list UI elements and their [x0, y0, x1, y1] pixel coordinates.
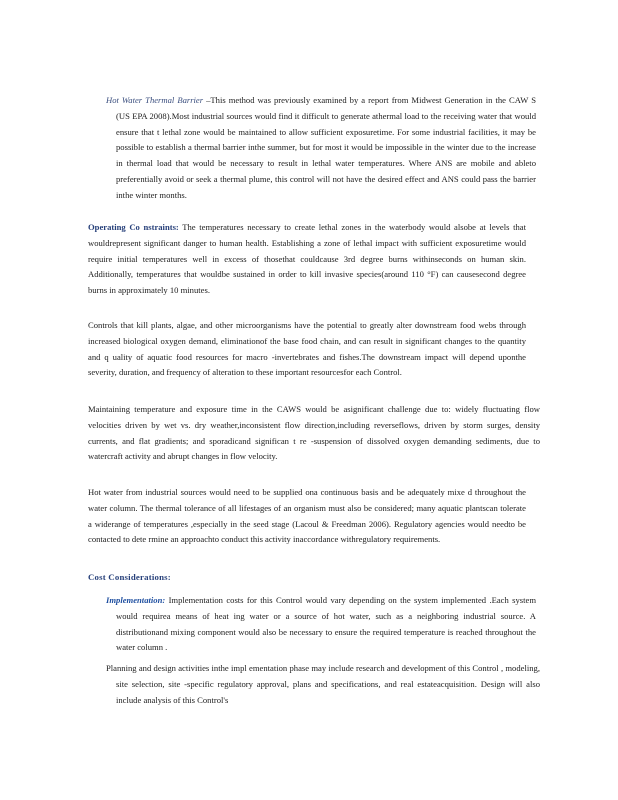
- hot-water-barrier-lead: Hot Water Thermal Barrier: [106, 95, 204, 105]
- operating-constraints-paragraph: [88, 220, 526, 312]
- operating-constraints-lead: Operating Co nstraints:: [88, 222, 179, 232]
- operating-constraints-text: The temperatures necessary to create lethal zones in the waterbody would alsobe at levels that wouldrepresent significant danger to human health. Establishing a zone of lethal impact with sufficient exposuretime would require initial temperatures well in excess of thosethat couldcause 3rd degree burns withinseconds on human skin. Additionally, temperatures that wouldbe sustained in order to kill invasive species(around 110 °F) can causesecond degree burns in approximately 10 minutes.: [88, 222, 526, 296]
- controls-paragraph: Controls that kill plants, algae, and other microorganisms have the potential to greatly alter downstream food webs through increased biological oxygen demand, eliminationof the base food chain, and can result in significant changes to the quantity and q uality of aquatic food resources for macro -invertebrates and fishes.The downstream impact will depend uponthe severity, duration, and frequency of alteration to these important resourcesfor each Control.: [88, 320, 526, 378]
- implementation-text: Implementation costs for this Control would vary depending on the system implemented .Each system would requirea means of heat ing water or a source of hot water, such as a neighboring industrial source. A distributionand mixing component would also be necessary to ensure the required temperature is reached throughout the water column .: [116, 595, 536, 653]
- hot-water-barrier-text: –This method was previously examined by a report from Midwest Generation in the CAW S (US EPA 2008).Most industrial sources would find it difficult to generate athermal load to the receiving water that would ensure that t lethal zone would be maintained to allow sufficient exposuretime. For some industrial facilities, it may be possible to establish a thermal barrier inthe summer, but for most it would be impossible in the winter due to the increase in thermal load that would be necessary to result in lethal water temperatures. Where ANS are mobile and ableto preferentially avoid or seek a thermal plume, this control will not have the desired effect and ANS could pass the barrier inthe winter months.: [116, 95, 536, 200]
- implementation-lead: Implementation:: [106, 595, 166, 605]
- maintaining-paragraph: Maintaining temperature and exposure time in the CAWS would be asignificant challenge due to: widely fluctuating flow velocities driven by wet vs. dry weather,inconsistent flow direction,including reverseflows, driven by storm surges, density currents, and flat gradients; and sporadicand significan t re -suspension of dissolved oxygen demanding sediments, due to watercraft activity and abrupt changes in flow velocity.: [88, 404, 540, 462]
- cost-considerations-heading: Cost Considerations:: [88, 572, 171, 582]
- hot-water-paragraph: Hot water from industrial sources would need to be supplied ona continuous basis and be adequately mixe d throughout the water column. The thermal tolerance of all lifestages of an organism must also be considered; many aquatic plantscan tolerate a widerange of temperatures ,especially in the seed stage (Lacoul & Freedman 2006). Regulatory agencies would needto be contacted to dete rmine an approachto conduct this activity inaccordance withregulatory requirements.: [88, 487, 526, 545]
- implementation-paragraph: [106, 593, 536, 657]
- planning-paragraph: Planning and design activities inthe impl ementation phase may include research and development of this Control , modeling, site selection, site -specific regulatory approval, plans and specifications, and real estateacquisition. Design will also include analysis of this Control's: [106, 663, 540, 705]
- hot-water-barrier-paragraph: [106, 93, 536, 217]
